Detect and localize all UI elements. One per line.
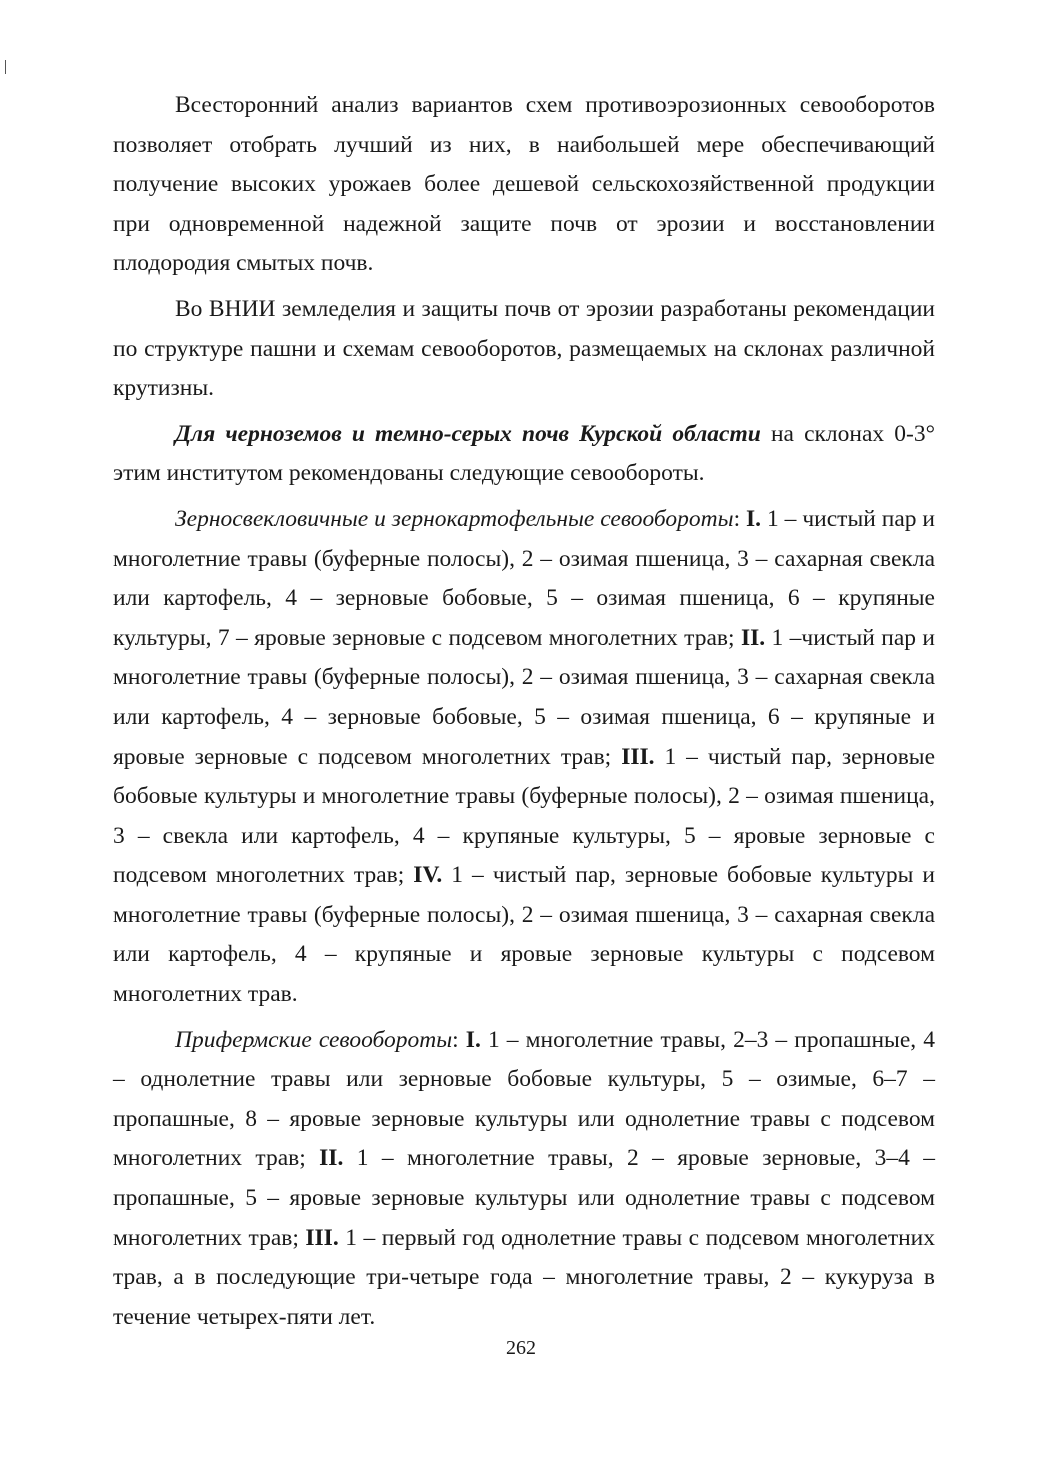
lead-colon: :: [733, 505, 747, 532]
page-number: 262: [506, 1337, 536, 1359]
paragraph-lead-emphasis: Для черноземов и темно-серых почв Курской области: [175, 420, 761, 447]
body-text: [113, 86, 935, 1337]
lead-colon: :: [452, 1026, 466, 1053]
paragraph-lead-italic: Прифермские севообороты: [175, 1026, 453, 1053]
rotation-number: I.: [746, 505, 762, 532]
paragraph-text: Всесторонний анализ вариантов схем противоэрозионных севооборотов позволяет отобрать лучший из них, в наибольшей мере обеспечивающий получение высоких урожаев более дешевой сельскохозяйственной продукции при одновременной надежной защите почв от эрозии и восстановлении плодородия смытых почв.: [113, 92, 935, 277]
rotation-text: 1 – чистый пар, зерновые бобовые культуры и многолетние травы (буферные полосы), 2 – озимая пшеница, 3 – сахарная свекла или картофель, 4 – крупяные и яровые зерновые культуры с подсевом многолетних трав.: [113, 862, 935, 1008]
paragraph-farm-rotations: [113, 1021, 935, 1338]
paragraph-chernozem: [113, 415, 935, 494]
paragraph-vnii: [113, 290, 935, 409]
rotation-number: IV.: [413, 862, 443, 889]
paragraph-text: Во ВНИИ земледелия и защиты почв от эрозии разработаны рекомендации по структуре пашни и схемам севооборотов, размещаемых на склонах различной крутизны.: [113, 295, 935, 402]
rotation-text: 1 – чистый пар и многолетние травы (буферные полосы), 2 – озимая пшеница, 3 – сахарная свекла или картофель, 4 – зерновые бобовые, 5 – озимая пшеница, 6 – крупяные культуры, 7 – яровые зерновые с подсевом многолетних трав;: [113, 505, 935, 651]
rotation-text: 1 – многолетние травы, 2–3 – пропашные, 4 – однолетние травы или зерновые бобовые культуры, 5 – озимые, 6–7 – пропашные, 8 – яровые зерновые культуры или однолетние травы с подсевом многолетних трав;: [113, 1026, 935, 1172]
rotation-number: II.: [740, 624, 766, 651]
paragraph-lead-italic: Зерносвекловичные и зернокартофельные севообороты: [175, 505, 734, 532]
rotation-number: I.: [465, 1026, 481, 1053]
rotation-number: II.: [319, 1145, 344, 1172]
rotation-text: 1 – чистый пар, зерновые бобовые культуры и многолетние травы (буферные полосы), 2 – озимая пшеница, 3 – свекла или картофель, 4 – крупяные культуры, 5 – яровые зерновые с подсевом многолетних трав;: [113, 743, 936, 889]
rotation-text: 1 – первый год однолетние травы с подсевом многолетних трав, а в последующие три-четыре года – многолетние травы, 2 – кукуруза в течение четырех-пяти лет.: [113, 1224, 935, 1330]
paragraph-analysis: [113, 86, 935, 284]
rotation-text: 1 –чистый пар и многолетние травы (буферные полосы), 2 – озимая пшеница, 3 – сахарная свекла или картофель, 4 – зерновые бобовые, 5 – озимая пшеница, 6 – крупяные и яровые зерновые с подсевом многолетних трав;: [113, 624, 935, 770]
scan-artifact-mark: [5, 60, 6, 74]
rotation-number: III.: [621, 743, 655, 770]
paragraph-text: на склонах 0-3° этим институтом рекомендованы следующие севообороты.: [113, 420, 936, 487]
rotation-text: 1 – многолетние травы, 2 – яровые зерновые, 3–4 – пропашные, 5 – яровые зерновые культуры или однолетние травы с подсевом многолетних трав;: [113, 1145, 935, 1251]
rotation-number: III.: [305, 1224, 339, 1251]
paragraph-grain-beet-rotations: [113, 500, 935, 1015]
